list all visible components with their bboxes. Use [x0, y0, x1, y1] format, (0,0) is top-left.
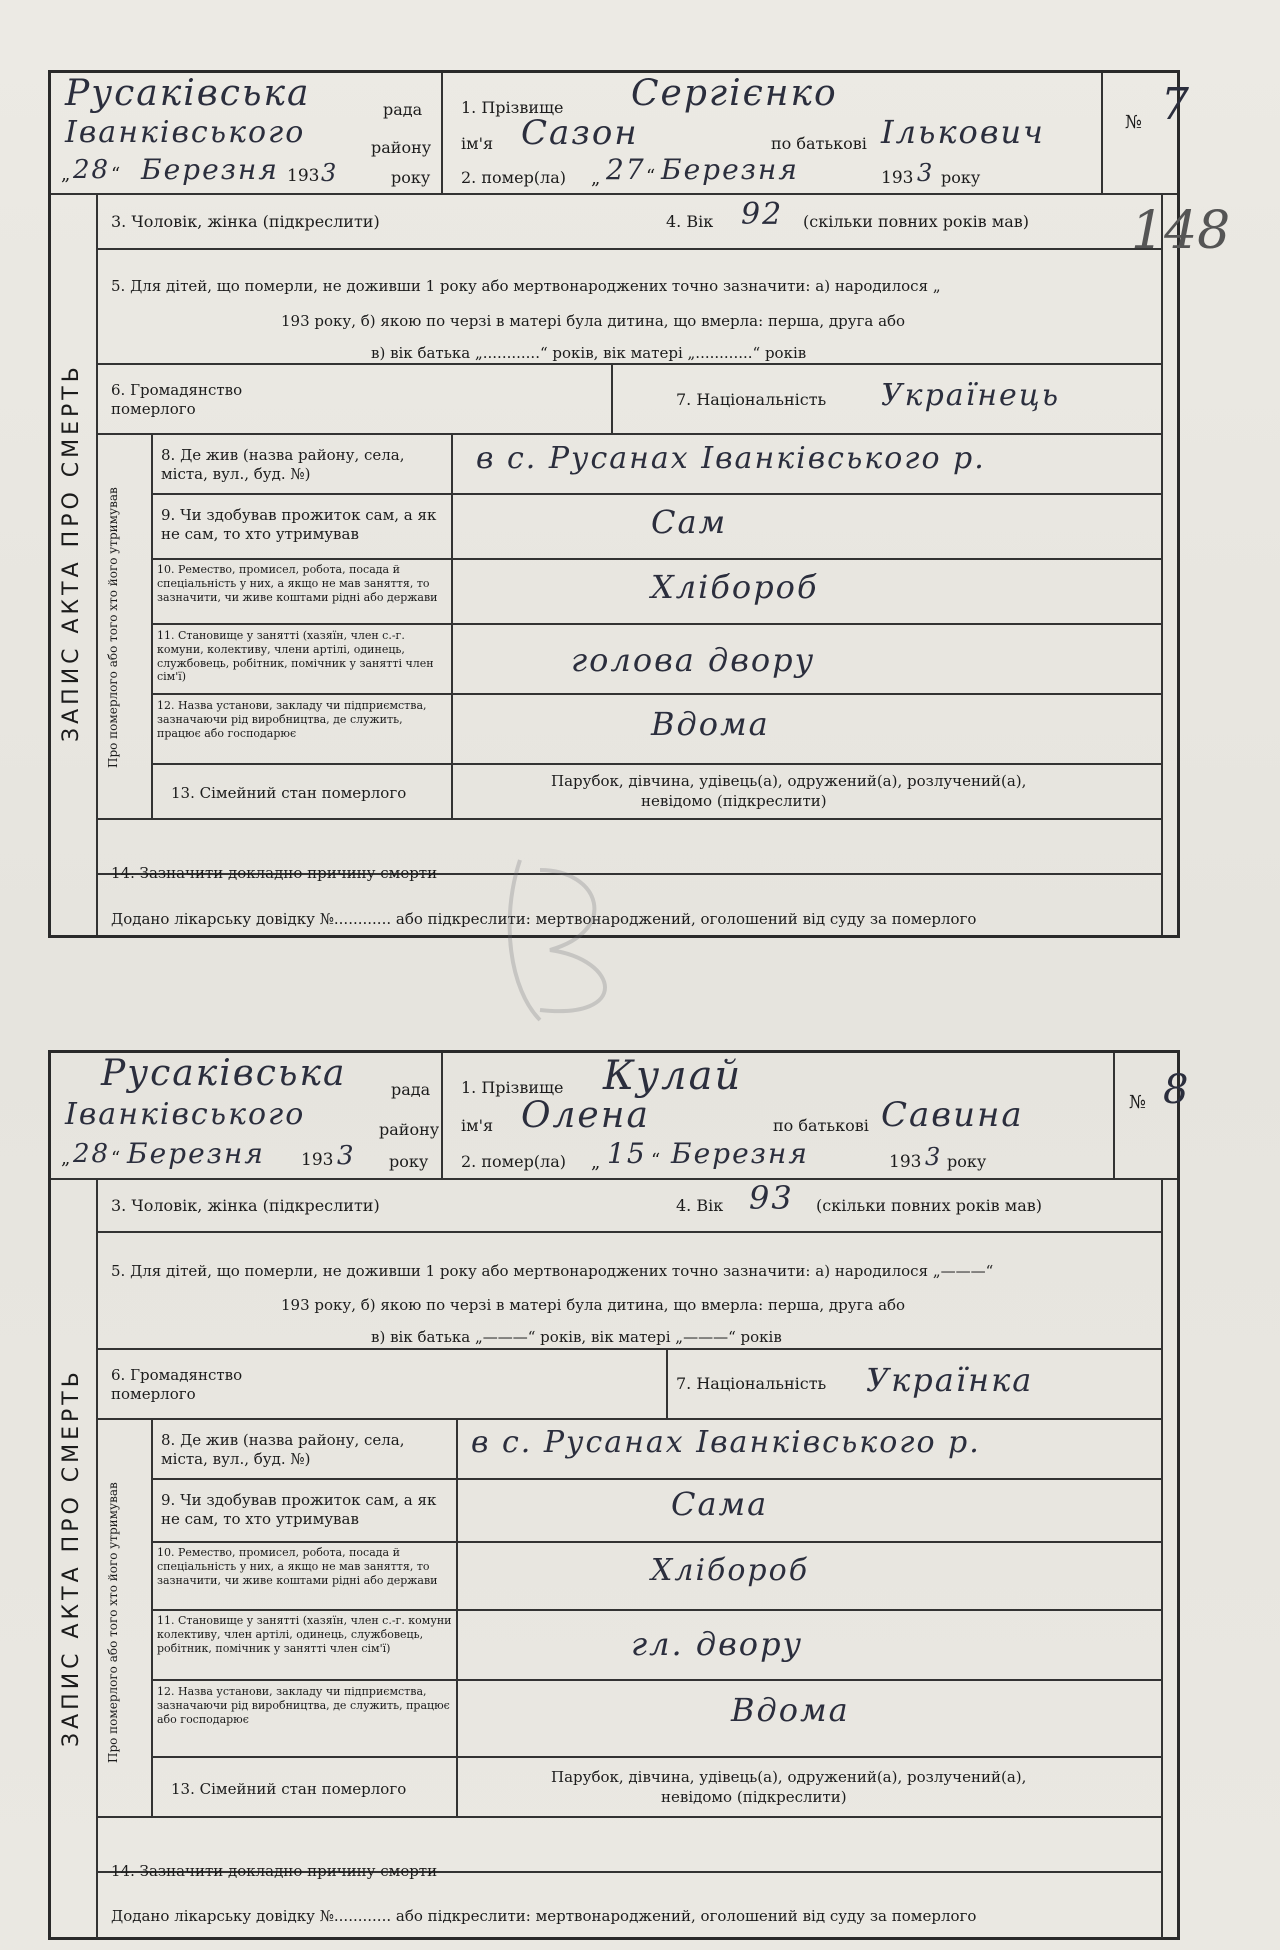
death-year-prefix: 193 — [889, 1152, 922, 1172]
council-name: Русаківська — [101, 1053, 347, 1094]
position-value: голова двору — [571, 641, 816, 679]
side-subtitle: Про померлого або того хто його утримував — [106, 487, 120, 769]
age-label: 4. Вік — [676, 1196, 724, 1215]
residence-label: 8. Де жив (назва району, села, міста, вул., буд. №) — [161, 1431, 405, 1468]
age-label: 4. Вік — [666, 212, 714, 231]
record-year-prefix: 193 — [287, 166, 320, 186]
marital-options-1: Парубок, дівчина, удівець(а), одружений(а), розлучений(а), — [551, 1768, 1027, 1786]
number-value: 7 — [1161, 79, 1191, 130]
child-line-3: в) вік батька „............“ років, вік матері „............“ років — [371, 344, 807, 362]
side-title: ЗАПИС АКТА ПРО СМЕРТЬ — [59, 1368, 84, 1748]
nationality-label: 7. Національність — [676, 1374, 827, 1393]
record-date-close: “ — [111, 1148, 121, 1169]
child-line-1: 5. Для дітей, що померли, не доживши 1 року або мертвонароджених точно зазначити: а) народилося „ — [111, 277, 941, 295]
death-month: Березня — [671, 1137, 809, 1170]
death-date-close: “ — [646, 166, 656, 187]
death-date-open: „ — [591, 1152, 601, 1173]
child-line-3: в) вік батька „———“ років, вік матері „———“ років — [371, 1328, 782, 1346]
side-title: ЗАПИС АКТА ПРО СМЕРТЬ — [59, 363, 84, 743]
surname-label: 1. Прізвище — [461, 98, 564, 117]
child-line-1: 5. Для дітей, що померли, не доживши 1 року або мертвонароджених точно зазначити: а) народилося „———“ — [111, 1262, 994, 1280]
marital-label: 13. Сімейний стан померлого — [171, 1780, 407, 1798]
nationality-value: Українець — [881, 378, 1061, 413]
record-year-suffix: року — [391, 168, 431, 187]
occupation-label: 10. Ремество, промисел, робота, посада й спеціальність у них, а якщо не мав заняття, то зазначити, чи живе коштами рідні або держави — [157, 1546, 438, 1587]
council-name: Русаківська — [65, 73, 311, 114]
workplace-value: Вдома — [651, 705, 770, 743]
council-suffix: рада — [383, 100, 423, 119]
surname-label: 1. Прізвище — [461, 1078, 564, 1097]
record-month: Березня — [127, 1137, 265, 1170]
livelihood-label: 9. Чи здобував прожиток сам, а як не сам, то хто утримував — [161, 1491, 437, 1528]
death-date-close: “ — [651, 1150, 661, 1171]
patronymic-label: по батькові — [771, 134, 867, 153]
number-label: № — [1125, 112, 1143, 133]
name-label: ім'я — [461, 134, 494, 153]
district-name: Іванківського — [65, 115, 306, 150]
cause-of-death-label: 14. Зазначити докладно причину смерти — [111, 1862, 438, 1880]
age-suffix: (скільки повних років мав) — [816, 1196, 1043, 1215]
workplace-label: 12. Назва установи, закладу чи підприємства, зазначаючи рід виробництва, де служить, працює або господарює — [157, 1685, 450, 1726]
record-year-suffix: року — [389, 1152, 429, 1171]
position-value: гл. двору — [631, 1625, 804, 1663]
first-name-value: Олена — [521, 1095, 650, 1136]
citizenship-label: 6. Громадянство померлого — [111, 1366, 243, 1403]
death-day: 27 — [606, 153, 646, 186]
surname-value: Кулай — [603, 1053, 743, 1099]
death-month: Березня — [661, 153, 799, 186]
record-date-open: „ — [61, 164, 71, 185]
death-day: 15 — [607, 1137, 647, 1170]
record-month: Березня — [141, 153, 279, 186]
age-value: 93 — [749, 1179, 794, 1217]
occupation-label: 10. Ремество, промисел, робота, посада й спеціальність у них, а якщо не мав заняття, то зазначити, чи живе коштами рідні або держави — [157, 563, 438, 604]
death-year-suffix: року — [941, 168, 981, 187]
record-date-close: “ — [111, 164, 121, 185]
patronymic-label: по батькові — [773, 1116, 869, 1135]
faint-signature-mark — [480, 840, 660, 1066]
sex-label: 3. Чоловік, жінка (підкреслити) — [111, 212, 380, 231]
workplace-label: 12. Назва установи, закладу чи підприємства, зазначаючи рід виробництва, де служить, працює або господарює — [157, 699, 427, 740]
child-line-2: 193 року, б) якою по черзі в матері була дитина, що вмерла: перша, друга або — [281, 312, 906, 330]
workplace-value: Вдома — [731, 1691, 850, 1729]
death-date-open: „ — [591, 168, 601, 189]
medical-certificate-line: Додано лікарську довідку №............ або підкреслити: мертвонароджений, оголошений від суду за померлого — [111, 1907, 977, 1925]
age-value: 92 — [741, 197, 784, 232]
marital-label: 13. Сімейний стан померлого — [171, 784, 407, 802]
medical-certificate-line: Додано лікарську довідку №............ або підкреслити: мертвонароджений, оголошений від суду за померлого — [111, 910, 977, 928]
death-date-label: 2. помер(ла) — [461, 168, 566, 187]
patronymic-value: Ількович — [881, 113, 1045, 151]
name-label: ім'я — [461, 1116, 494, 1135]
first-name-value: Сазон — [521, 113, 639, 153]
district-name: Іванківського — [65, 1097, 306, 1132]
occupation-value: Хлібороб — [651, 568, 819, 606]
number-label: № — [1129, 1092, 1147, 1113]
death-year-suffix: року — [947, 1152, 987, 1171]
livelihood-label: 9. Чи здобував прожиток сам, а як не сам, то хто утримував — [161, 506, 437, 543]
residence-value: в с. Русанах Іванківського р. — [476, 441, 986, 476]
margin-mark: 148 — [1131, 201, 1231, 261]
record-year-prefix: 193 — [301, 1150, 334, 1170]
district-suffix: району — [379, 1120, 440, 1139]
livelihood-value: Сам — [651, 503, 728, 541]
position-label: 11. Становище у занятті (хазяїн, член с.-г. комуни колективу, член артілі, одинець, службовець, робітник, помічник у занятті член сім'ї) — [157, 1614, 452, 1655]
marital-options-1: Парубок, дівчина, удівець(а), одружений(а), розлучений(а), — [551, 772, 1027, 790]
marital-options-2: невідомо (підкреслити) — [661, 1788, 847, 1806]
livelihood-value: Сама — [671, 1485, 769, 1523]
record-year-digit: 3 — [321, 159, 339, 187]
record-year-digit: 3 — [337, 1141, 356, 1171]
record-day: 28 — [73, 1139, 111, 1169]
record-day: 28 — [73, 155, 111, 185]
death-year-digit: 3 — [917, 159, 935, 187]
marital-options-2: невідомо (підкреслити) — [641, 792, 827, 810]
citizenship-label: 6. Громадянство померлого — [111, 381, 243, 418]
council-suffix: рада — [391, 1080, 431, 1099]
death-year-digit: 3 — [925, 1143, 943, 1171]
surname-value: Сергієнко — [631, 73, 838, 114]
cause-of-death-label: 14. Зазначити докладно причину смерти — [111, 864, 438, 882]
patronymic-value: Савина — [881, 1095, 1024, 1135]
residence-label: 8. Де жив (назва району, села, міста, вул., буд. №) — [161, 446, 405, 483]
age-suffix: (скільки повних років мав) — [803, 212, 1030, 231]
death-date-label: 2. помер(ла) — [461, 1152, 566, 1171]
child-line-2: 193 року, б) якою по черзі в матері була дитина, що вмерла: перша, друга або — [281, 1296, 906, 1314]
occupation-value: Хлібороб — [651, 1553, 810, 1588]
district-suffix: району — [371, 138, 432, 157]
death-record-1 — [48, 70, 1231, 938]
sex-label: 3. Чоловік, жінка (підкреслити) — [111, 1196, 380, 1215]
nationality-value: Українка — [866, 1361, 1034, 1399]
side-subtitle: Про померлого або того хто його утримував — [106, 1482, 120, 1764]
residence-value: в с. Русанах Іванківського р. — [471, 1425, 981, 1460]
number-value: 8 — [1163, 1067, 1191, 1113]
nationality-label: 7. Національність — [676, 390, 827, 409]
death-year-prefix: 193 — [881, 168, 914, 188]
position-label: 11. Становище у занятті (хазяїн, член с.-г. комуни, колективу, члени артілі, одинець, службовець, робітник, помічник у занятті член сім'ї) — [157, 629, 434, 684]
death-record-2 — [48, 1050, 1191, 1940]
record-date-open: „ — [61, 1148, 71, 1169]
